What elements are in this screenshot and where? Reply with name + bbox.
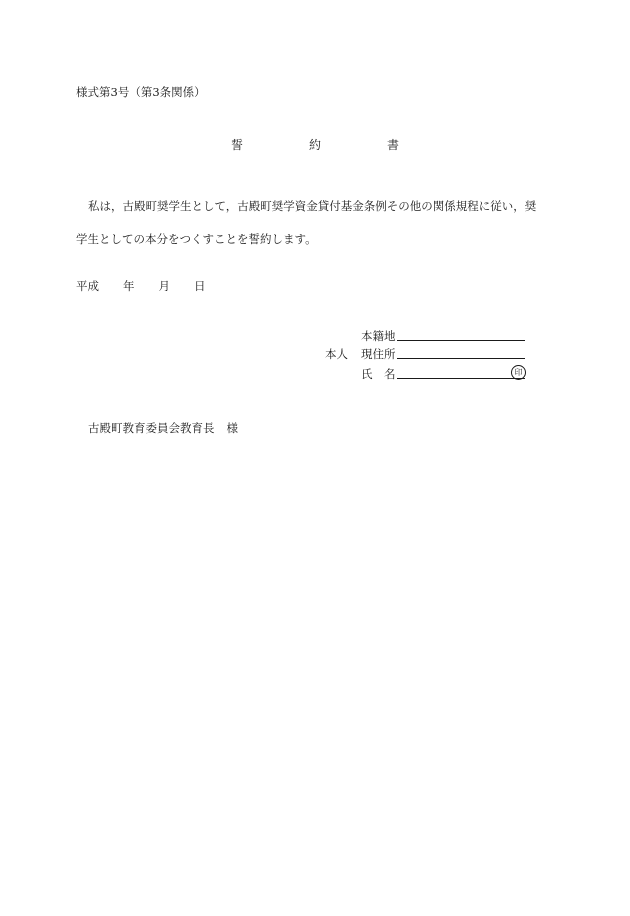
pledge-line-1: 私は，古殿町奨学生として，古殿町奨学資金貸付基金条例その他の関係規程に従い，奨 (88, 199, 537, 213)
seal-mark: 印 (511, 365, 526, 380)
addressee (88, 420, 238, 436)
address-label: 現住所 (361, 347, 396, 361)
form-number: 様式第3号（第3条関係） (76, 85, 206, 99)
domicile-label: 本籍地 (361, 329, 396, 343)
date-era: 平成 (76, 279, 99, 293)
pledge-body (76, 190, 554, 256)
title-char-1: 誓 (230, 138, 243, 152)
name-field[interactable] (397, 366, 525, 379)
date-line (76, 278, 206, 294)
date-month: 月 (158, 279, 170, 293)
name-label: 氏 名 (361, 367, 396, 381)
document-title (0, 136, 630, 153)
principal-label: 本人 (325, 347, 348, 361)
addressee-honorific: 様 (226, 421, 238, 435)
pledge-line-2: 学生としての本分をつくすことを誓約します。 (76, 232, 317, 246)
date-year: 年 (123, 279, 135, 293)
address-field[interactable] (397, 346, 525, 359)
title-char-2: 約 (308, 138, 321, 152)
title-char-3: 書 (387, 138, 400, 152)
domicile-field[interactable] (397, 328, 525, 341)
addressee-org: 古殿町教育委員会教育長 (88, 421, 215, 435)
date-day: 日 (194, 279, 206, 293)
